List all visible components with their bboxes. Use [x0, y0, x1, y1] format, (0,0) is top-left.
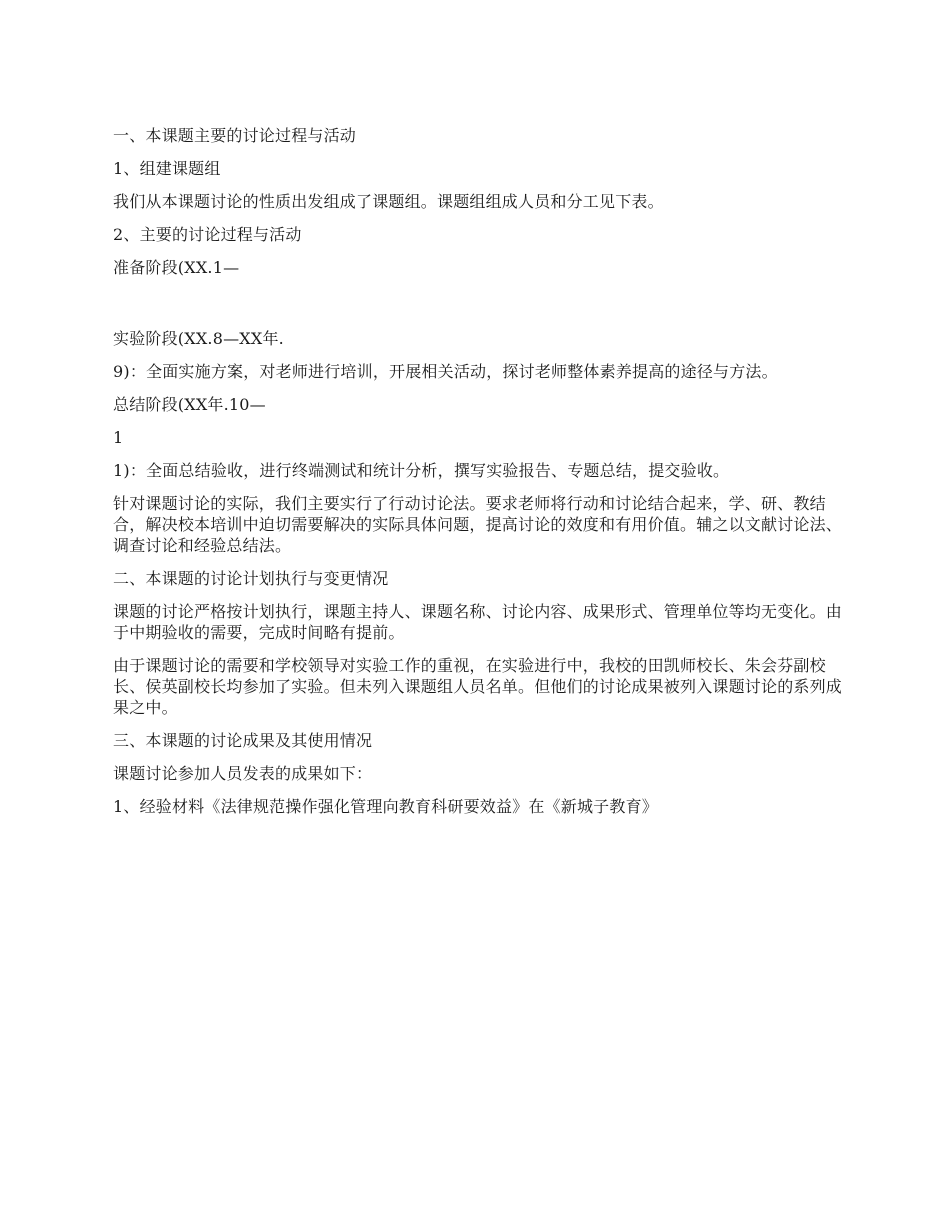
paragraph-result-item-1: 1、经验材料《法律规范操作强化管理向教育科研要效益》在《新城子教育》: [113, 797, 658, 816]
stray-number: 1: [113, 428, 124, 447]
paragraph-summary-detail: 1)：全面总结验收，进行终端测试和统计分析，撰写实验报告、专题总结，提交验收。: [113, 461, 730, 480]
section-heading-3: 三、本课题的讨论成果及其使用情况: [113, 731, 373, 750]
stage-summary: 总结阶段(XX年.10—: [113, 395, 266, 414]
stage-experiment: 实验阶段(XX.8—XX年.: [113, 329, 284, 348]
paragraph-leadership: 由于课题讨论的需要和学校领导对实验工作的重视，在实验进行中，我校的田凯师校长、朱会芬副校长、侯英副校长均参加了实验。但未列入课题组人员名单。但他们的讨论成果被列入课题讨论的系列成果之中。: [113, 656, 843, 717]
section-heading-1: 一、本课题主要的讨论过程与活动: [113, 126, 357, 145]
subheading-form-group: 1、组建课题组: [113, 159, 221, 178]
document-body: [113, 125, 843, 829]
stage-preparation: 准备阶段(XX.1—: [113, 258, 240, 277]
blank-gap: [113, 290, 843, 328]
paragraph-plan-execution: 课题的讨论严格按计划执行，课题主持人、课题名称、讨论内容、成果形式、管理单位等均无变化。由于中期验收的需要，完成时间略有提前。: [113, 602, 843, 642]
paragraph-methods: 针对课题讨论的实际，我们主要实行了行动讨论法。要求老师将行动和讨论结合起来，学、研、教结合，解决校本培训中迫切需要解决的实际具体问题，提高讨论的效度和有用价值。辅之以文献讨论法、调查讨论和经验总结法。: [113, 494, 843, 555]
paragraph-results-intro: 课题讨论参加人员发表的成果如下：: [113, 764, 373, 783]
paragraph-group-formation: 我们从本课题讨论的性质出发组成了课题组。课题组组成人员和分工见下表。: [113, 192, 664, 211]
subheading-process: 2、主要的讨论过程与活动: [113, 225, 302, 244]
section-heading-2: 二、本课题的讨论计划执行与变更情况: [113, 569, 389, 588]
paragraph-experiment-detail: 9)：全面实施方案，对老师进行培训，开展相关活动，探讨老师整体素养提高的途径与方法。: [113, 362, 778, 381]
